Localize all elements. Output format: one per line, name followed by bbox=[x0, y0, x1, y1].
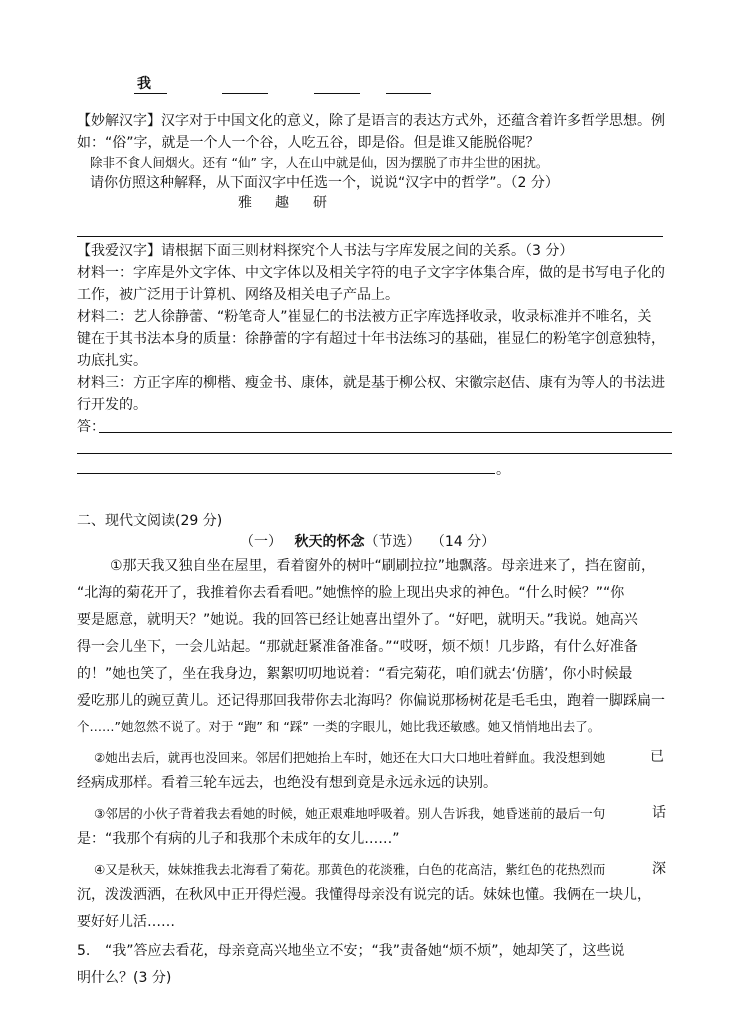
passage-title: 秋天的怀念 bbox=[294, 534, 365, 550]
p2-line-2: 经病成那样。看着三轮车远去，也绝没有想到竟是永远永远的诀别。 bbox=[77, 775, 497, 791]
woai-line-5: 键在于其书法本身的质量：徐静蕾的字有超过十年书法练习的基础，崔显仁的粉笔字创意独特， bbox=[77, 331, 665, 347]
passage-title-line bbox=[240, 531, 495, 553]
top-blank-4 bbox=[386, 93, 431, 94]
section-heading: 二、现代文阅读(29 分) bbox=[77, 513, 223, 529]
p1-line-2: “北海的菊花开了，我推着你去看看吧。”她憔悴的脸上现出央求的神色。“什么时候？”“你 bbox=[77, 585, 625, 601]
answer-line-3 bbox=[77, 473, 495, 474]
miao-char-2: 趣 bbox=[275, 195, 289, 211]
miao-answer-line bbox=[77, 236, 663, 237]
p1-line-1: ①那天我又独自坐在屋里，看着窗外的树叶“刷刷拉拉”地飘落。母亲进来了，挡在窗前， bbox=[110, 558, 656, 574]
woai-line-4: 材料二：艺人徐静蕾、“粉笔奇人”崔显仁的书法被方正字库选择收录，收录标准并不唯名，关 bbox=[77, 309, 652, 325]
p1-line-5: 的！”她也笑了，坐在我身边，絮絮叨叨地说着：“看完菊花，咱们就去‘仿膳’，你小时候最 bbox=[77, 666, 633, 682]
p1-line-4: 得一会儿坐下，一会儿站起。“那就赶紧准备准备。”“哎呀，烦不烦！几步路，有什么好准备 bbox=[77, 639, 638, 655]
woai-line-6: 功底扎实。 bbox=[77, 353, 147, 369]
title-score: （14 分） bbox=[430, 534, 496, 550]
p4-line-1: ④又是秋天，妹妹推我去北海看了菊花。那黄色的花淡雅，白色的花高洁，紫红色的花热烈而 bbox=[94, 862, 606, 877]
woai-line-1: 【我爱汉字】请根据下面三则材料探究个人书法与字库发展之间的关系。（3 分） bbox=[77, 243, 574, 259]
miao-line-2: 如：“俗”字，就是一个人一个谷，人吃五谷，即是俗。但是谁又能脱俗呢？ bbox=[77, 135, 540, 151]
p1-line-7: 个……”她忽然不说了。对于 “跑” 和 “踩” 一类的字眼儿，她比我还敏感。她又悄悄地出去了。 bbox=[77, 719, 601, 734]
miao-char-3: 研 bbox=[313, 195, 327, 211]
top-first-word: 我 bbox=[137, 76, 151, 92]
p1-line-3: 要是愿意，就明天？”她说。我的回答已经让她喜出望外了。“好吧，就明天。”我说。她高兴 bbox=[77, 612, 638, 628]
top-underline-1 bbox=[134, 93, 167, 94]
miao-char-1: 雅 bbox=[238, 195, 252, 211]
p3-line-2: 是：“我那个有病的儿子和我那个未成年的女儿……” bbox=[77, 831, 400, 847]
answer-end-mark: 。 bbox=[496, 462, 510, 478]
miao-line-4: 请你仿照这种解释，从下面汉字中任选一个，说说“汉字中的哲学”。（2 分） bbox=[90, 175, 559, 191]
p4-line-3: 要好好儿活…… bbox=[77, 914, 175, 930]
answer-label: 答： bbox=[77, 419, 105, 435]
q5-line-1: “我”答应去看花，母亲竟高兴地坐立不安；“我”责备她“烦不烦”，她却笑了，这些说 bbox=[105, 943, 625, 959]
p3-line-1: ③邻居的小伙子背着我去看她的时候，她正艰难地呼吸着。别人告诉我，她昏迷前的最后一句 bbox=[94, 806, 606, 821]
woai-line-2: 材料一：字库是外文字体、中文字体以及相关字符的电子文字字体集合库，做的是书写电子化的 bbox=[77, 265, 665, 281]
answer-line-1 bbox=[99, 432, 672, 433]
p1-line-6: 爱吃那儿的豌豆黄儿。还记得那回我带你去北海吗？你偏说那杨树花是毛毛虫，跑着一脚踩扁一 bbox=[77, 693, 665, 709]
woai-line-8: 行开发的。 bbox=[77, 397, 147, 413]
woai-line-7: 材料三：方正字库的柳楷、瘦金书、康体，就是基于柳公权、宋徽宗赵佶、康有为等人的书法进 bbox=[77, 375, 665, 391]
p4-line-1-tail: 深 bbox=[652, 861, 666, 877]
p3-line-1-tail: 话 bbox=[652, 805, 666, 821]
answer-line-2 bbox=[77, 453, 672, 454]
miao-line-3: 除非不食人间烟火。还有 “仙” 字，人在山中就是仙，因为摆脱了市井尘世的困扰。 bbox=[90, 155, 549, 170]
p2-line-1-tail: 已 bbox=[650, 749, 664, 765]
p4-line-2: 沉，泼泼洒洒，在秋风中正开得烂漫。我懂得母亲没有说完的话。妹妹也懂。我俩在一块儿， bbox=[77, 887, 651, 903]
title-prefix: （一） bbox=[240, 534, 282, 550]
p2-line-1: ②她出去后，就再也没回来。邻居们把她抬上车时，她还在大口大口地吐着鲜血。我没想到她 bbox=[94, 750, 606, 765]
q5-line-2: 明什么？(3 分) bbox=[77, 970, 172, 986]
woai-line-3: 工作，被广泛用于计算机、网络及相关电子产品上。 bbox=[77, 287, 399, 303]
miao-line-1: 【妙解汉字】汉字对于中国文化的意义，除了是语言的表达方式外，还蕴含着许多哲学思想。例 bbox=[77, 113, 665, 129]
top-blank-2 bbox=[222, 93, 268, 94]
title-note: （节选） bbox=[364, 534, 421, 550]
q5-number: 5. bbox=[77, 943, 91, 959]
top-blank-3 bbox=[314, 93, 360, 94]
